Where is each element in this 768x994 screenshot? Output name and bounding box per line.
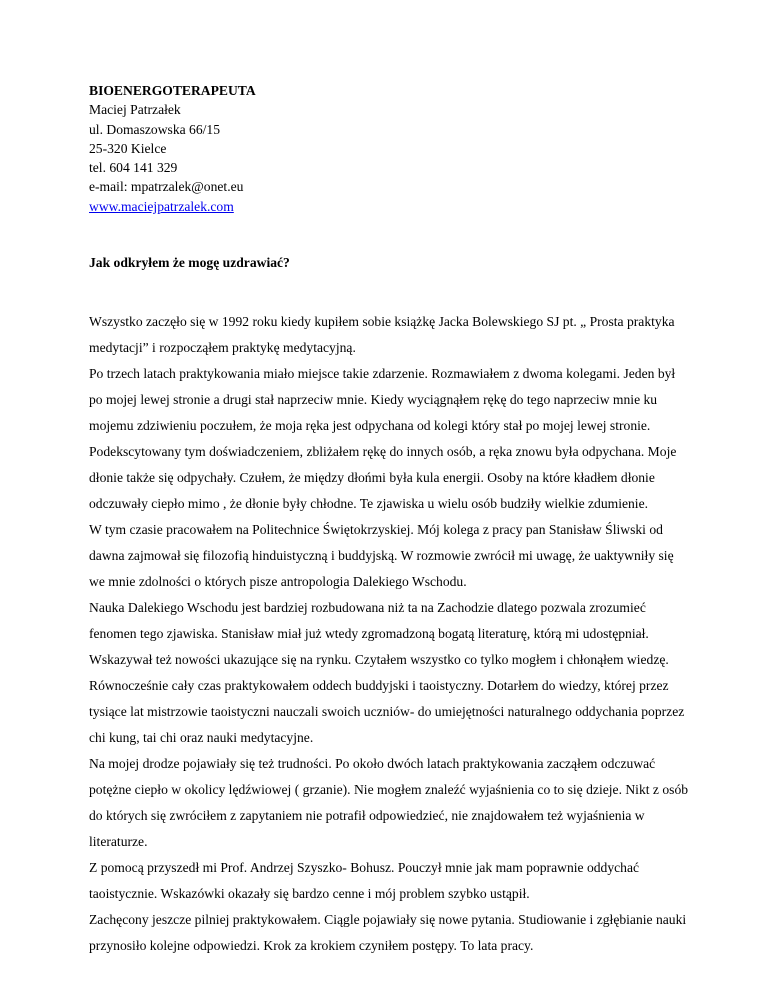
paragraph: Na mojej drodze pojawiały się też trudności. Po około dwóch latach praktykowania zacząłem odczuwać potężne ciepło w okolicy lędźwiowej ( grzanie). Nie mogłem znaleźć wyjaśnienia co to się dzieje. Nikt z osób do których się zwróciłem z zapytaniem nie potrafił odpowiedzieć, nie znajdowałem też wyjaśnienia w literaturze. — [89, 756, 689, 850]
contact-header — [89, 81, 689, 216]
paragraph: Z pomocą przyszedł mi Prof. Andrzej Szyszko- Bohusz. Pouczył mnie jak mam poprawnie oddychać taoistycznie. Wskazówki okazały się bardzo cenne i mój problem szybko ustąpił. — [89, 860, 640, 902]
paragraph: Po trzech latach praktykowania miało miejsce takie zdarzenie. Rozmawiałem z dwoma kolegami. Jeden był po mojej lewej stronie a drugi stał naprzeciw mnie. Kiedy wyciągnąłem rękę do tego naprzeciw mnie ku mojemu zdziwieniu poczułem, że moja ręka jest odpychana od kolegi który stał po mojej lewej stronie. — [89, 366, 676, 434]
paragraph: Podekscytowany tym doświadczeniem, zbliżałem rękę do innych osób, a ręka znowu była odpychana. Moje dłonie także się odpychały. Czułem, że między dłońmi była kula energii. Osoby na które kładłem dłonie odczuwały ciepło mimo , że dłonie były chłodne. Te zjawiska u wielu osób budziły wielkie zdumienie. — [89, 444, 677, 512]
body-text — [89, 309, 689, 959]
paragraph: Zachęcony jeszcze pilniej praktykowałem. Ciągle pojawiały się nowe pytania. Studiowanie i zgłębianie nauki przynosiło kolejne odpowiedzi. Krok za krokiem czyniłem postępy. To lata pracy. — [89, 912, 687, 954]
city-address: 25-320 Kielce — [89, 140, 167, 156]
phone-number: tel. 604 141 329 — [89, 160, 178, 176]
profession-title: BIOENERGOTERAPEUTA — [89, 83, 256, 98]
email-address: e-mail: mpatrzalek@onet.eu — [89, 179, 244, 195]
document-page — [89, 81, 689, 959]
author-name: Maciej Patrzałek — [89, 102, 181, 118]
paragraph: Wszystko zaczęło się w 1992 roku kiedy kupiłem sobie książkę Jacka Bolewskiego SJ pt. „ Prosta praktyka medytacji” i rozpocząłem praktykę medytacyjną. — [89, 314, 675, 356]
paragraph: W tym czasie pracowałem na Politechnice Świętokrzyskiej. Mój kolega z pracy pan Stanisław Śliwski od dawna zajmował się filozofią hinduistyczną i buddyjską. W rozmowie zwrócił mi uwagę, że uaktywniły się we mnie zdolności o których pisze antropologia Dalekiego Wschodu. — [89, 522, 674, 590]
street-address: ul. Domaszowska 66/15 — [89, 121, 221, 137]
paragraph: Nauka Dalekiego Wschodu jest bardziej rozbudowana niż ta na Zachodzie dlatego pozwala zrozumieć fenomen tego zjawiska. Stanisław miał już wtedy zgromadzoną bogatą literaturę, którą mi udostępniał. Wskazywał też nowości ukazujące się na rynku. Czytałem wszystko co tylko mogłem i chłonąłem wiedzę. Równocześnie cały czas praktykowałem oddech buddyjski i taoistyczny. Dotarłem do wiedzy, której przez tysiące lat mistrzowie taoistyczni nauczali swoich uczniów- do umiejętności naturalnego oddychania poprzez chi kung, tai chi oraz nauki medytacyjne. — [89, 600, 685, 746]
website-link[interactable]: www.maciejpatrzalek.com — [89, 198, 234, 214]
section-heading: Jak odkryłem że mogę uzdrawiać? — [89, 255, 290, 271]
